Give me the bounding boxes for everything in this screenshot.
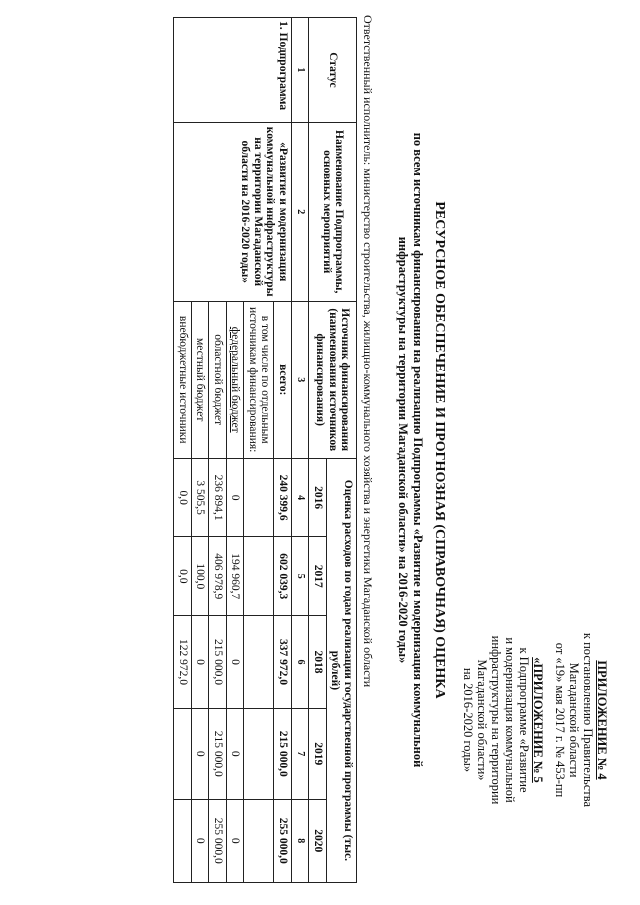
appendix-line: Магаданской области (567, 662, 581, 778)
appendix-line: на 2016-2020 годы» (461, 667, 475, 773)
header-name: Наименование Подпрограммы, основных мероприятий (309, 122, 357, 301)
source-cell: федеральный бюджет (227, 301, 245, 458)
value-cell: 0 (227, 799, 245, 882)
table-header-row (327, 18, 357, 883)
value-cell: 236 894,1 (209, 458, 227, 537)
column-number-row (292, 18, 310, 883)
table-row (274, 18, 292, 883)
rotated-document (15, 15, 615, 885)
value-cell: 255 000,0 (274, 799, 292, 882)
column-number: 4 (292, 458, 310, 537)
appendix-line: и модернизация коммунальной (503, 637, 517, 803)
value-cell: 194 960,7 (227, 537, 245, 616)
header-year: 2016 (309, 458, 327, 537)
status-cell: 1. Подпрограмма (174, 18, 292, 123)
appendix-line: к Подпрограмме «Развитие (517, 647, 531, 793)
value-cell (174, 709, 192, 800)
source-cell: областной бюджет (209, 301, 227, 458)
appendix-line: к постановлению Правительства (581, 632, 595, 808)
value-cell (244, 537, 274, 616)
column-number: 1 (292, 18, 310, 123)
value-cell: 215 000,0 (209, 616, 227, 709)
column-number: 2 (292, 122, 310, 301)
header-source: Источник финансирования (наименования источников финансирования) (309, 301, 357, 458)
appendix-number: ПРИЛОЖЕНИЕ № 4 (595, 660, 609, 780)
appendix-line: Магаданской области» (475, 659, 489, 781)
value-cell: 0,0 (174, 537, 192, 616)
responsible-executor: Ответственный исполнитель: министерство строительства, жилищно-коммунального хозяйства и энергетики Магаданской области (361, 15, 375, 688)
value-cell: 215 000,0 (274, 709, 292, 800)
value-cell: 0 (227, 709, 245, 800)
value-cell (244, 458, 274, 537)
value-cell (244, 709, 274, 800)
header-estimate: Оценка расходов по годам реализации государственной программы (тыс. рублей) (327, 458, 357, 882)
header-status: Статус (309, 18, 357, 123)
column-number: 6 (292, 616, 310, 709)
appendix-line: инфраструктуры на территории (489, 635, 503, 805)
header-year: 2019 (309, 709, 327, 800)
value-cell: 240 399,6 (274, 458, 292, 537)
appendix-header (461, 555, 609, 885)
value-cell (244, 616, 274, 709)
value-cell (174, 799, 192, 882)
value-cell: 0 (192, 799, 210, 882)
value-cell: 255 000,0 (209, 799, 227, 882)
source-cell: в том числе по отдельным источникам финансирования: (244, 301, 274, 458)
value-cell: 215 000,0 (209, 709, 227, 800)
header-year: 2017 (309, 537, 327, 616)
subprogram-name-cell: «Развитие и модернизация коммунальной инфраструктуры на территории Магаданской области на 2016-2020 годы» (174, 122, 292, 301)
document-title: РЕСУРСНОЕ ОБЕСПЕЧЕНИЕ И ПРОГНОЗНАЯ (СПРАВОЧНАЯ) ОЦЕНКА (432, 201, 447, 699)
funding-table (174, 17, 358, 883)
column-number: 8 (292, 799, 310, 882)
value-cell: 337 972,0 (274, 616, 292, 709)
value-cell (244, 799, 274, 882)
column-number: 5 (292, 537, 310, 616)
appendix-number-5: «ПРИЛОЖЕНИЕ № 5 (531, 657, 545, 783)
subtitle-line: по всем источникам финансирования на реализацию Подпрограммы «Развитие и модернизация коммунальной (411, 132, 425, 768)
value-cell: 0 (192, 709, 210, 800)
value-cell: 3 505,5 (192, 458, 210, 537)
value-cell: 122 972,0 (174, 616, 192, 709)
column-number: 3 (292, 301, 310, 458)
value-cell: 100,0 (192, 537, 210, 616)
value-cell: 0,0 (174, 458, 192, 537)
source-cell: местный бюджет (192, 301, 210, 458)
header-year: 2018 (309, 616, 327, 709)
appendix-date: от «19» мая 2017 г. № 453-пп (553, 642, 567, 798)
header-year: 2020 (309, 799, 327, 882)
value-cell: 0 (227, 616, 245, 709)
value-cell: 0 (192, 616, 210, 709)
value-cell: 406 978,9 (209, 537, 227, 616)
subtitle-line: инфраструктуры на территории Магаданской области» на 2016-2020 годы» (396, 236, 410, 664)
column-number: 7 (292, 709, 310, 800)
document-subtitle (395, 35, 425, 865)
source-cell: всего: (274, 301, 292, 458)
value-cell: 602 039,3 (274, 537, 292, 616)
source-cell: внебюджетные источники (174, 301, 192, 458)
value-cell: 0 (227, 458, 245, 537)
